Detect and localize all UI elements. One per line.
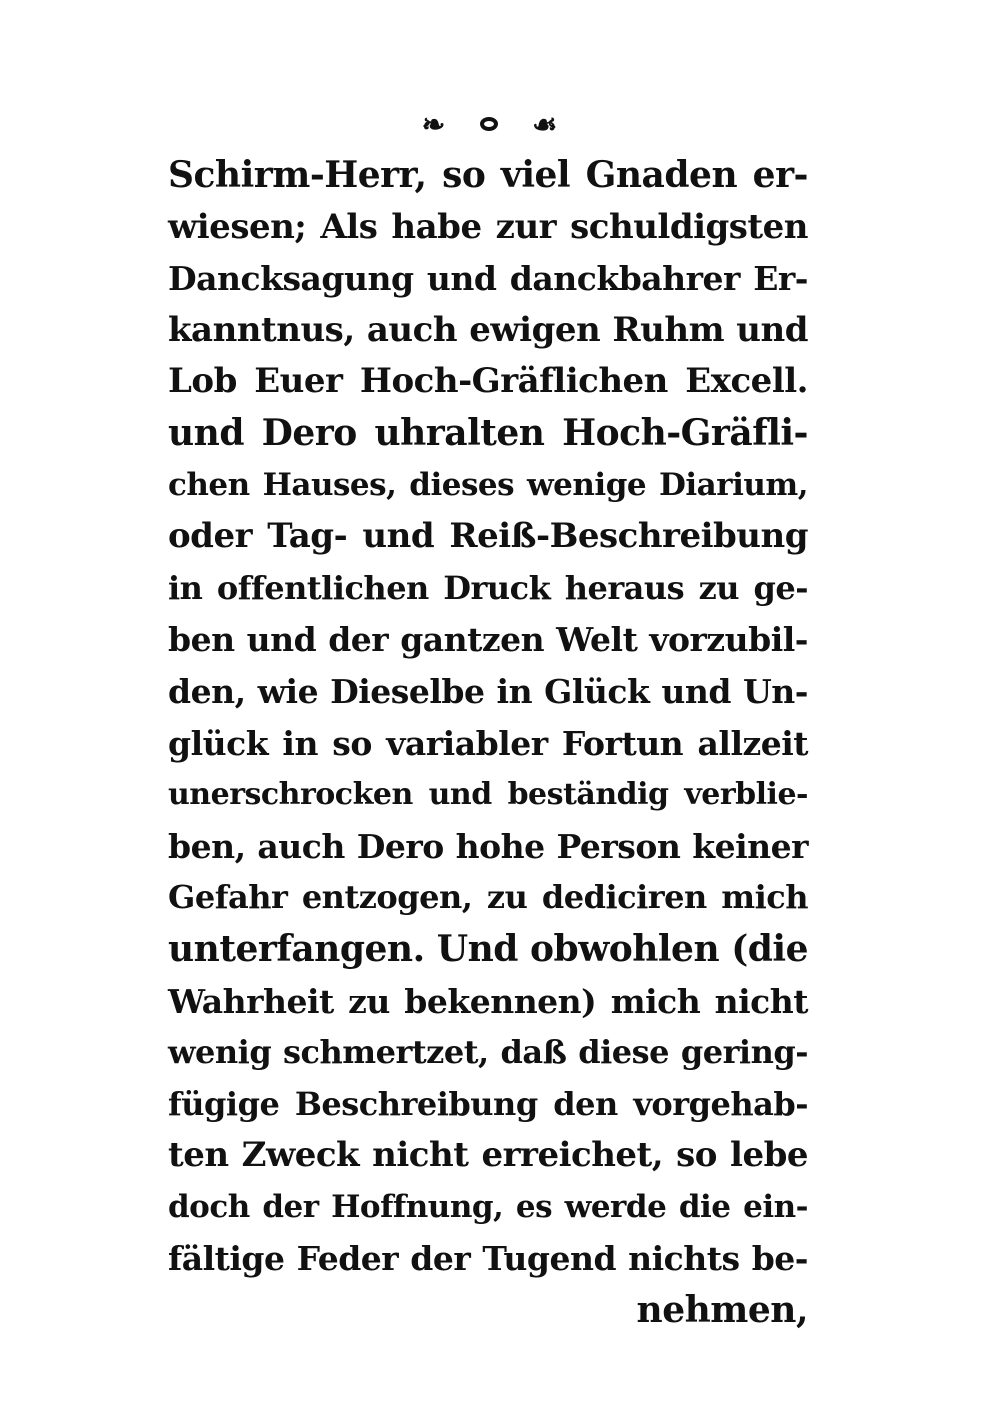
text-line: Lob Euer Hoch-Gräflichen Excell. xyxy=(168,361,808,402)
text-line: ben und der gantzen Welt vorzubil- xyxy=(168,620,808,660)
body-text xyxy=(168,150,808,1337)
text-line: fügige Beschreibung den vorgehab- xyxy=(168,1084,808,1123)
text-line: wenig schmertzet, daß diese gering- xyxy=(168,1033,808,1072)
page-header-ornament xyxy=(380,104,600,144)
text-line: kanntnus, auch ewigen Ruhm und xyxy=(168,309,808,350)
text-line: chen Hauses, dieses wenige Diarium, xyxy=(168,466,808,503)
left-fleuron-icon: ❧ xyxy=(421,107,447,141)
text-line: Gefahr entzogen, zu dediciren mich xyxy=(168,878,808,917)
right-fleuron-icon: ☙ xyxy=(532,107,559,141)
text-line: unerschrocken und beständig verblie- xyxy=(168,777,808,813)
text-line: wiesen; Als habe zur schuldigsten xyxy=(168,206,808,247)
text-line: ben, auch Dero hohe Person keiner xyxy=(168,826,808,866)
text-line: Schirm-Herr, so viel Gnaden er- xyxy=(168,154,808,196)
text-line: unterfangen. Und obwohlen (die xyxy=(168,927,808,970)
text-line: oder Tag- und Reiß-Beschreibung xyxy=(168,516,808,557)
text-line: in offentlichen Druck heraus zu ge- xyxy=(168,568,808,607)
text-line: fältige Feder der Tugend nichts be- xyxy=(168,1239,808,1279)
text-line: den, wie Dieselbe in Glück und Un- xyxy=(168,671,808,711)
text-line: Dancksagung und danckbahrer Er- xyxy=(168,259,808,299)
text-line: Wahrheit zu bekennen) mich nicht xyxy=(168,981,808,1021)
text-line: doch der Hoffnung, es werde die ein- xyxy=(168,1188,808,1225)
text-line-catchword: nehmen, xyxy=(636,1289,808,1332)
center-ring-icon xyxy=(480,117,498,131)
text-line: glück in so variabler Fortun allzeit xyxy=(168,723,808,763)
text-line: und Dero uhralten Hoch-Gräfli- xyxy=(168,411,808,454)
text-line: ten Zweck nicht erreichet, so lebe xyxy=(168,1135,808,1176)
